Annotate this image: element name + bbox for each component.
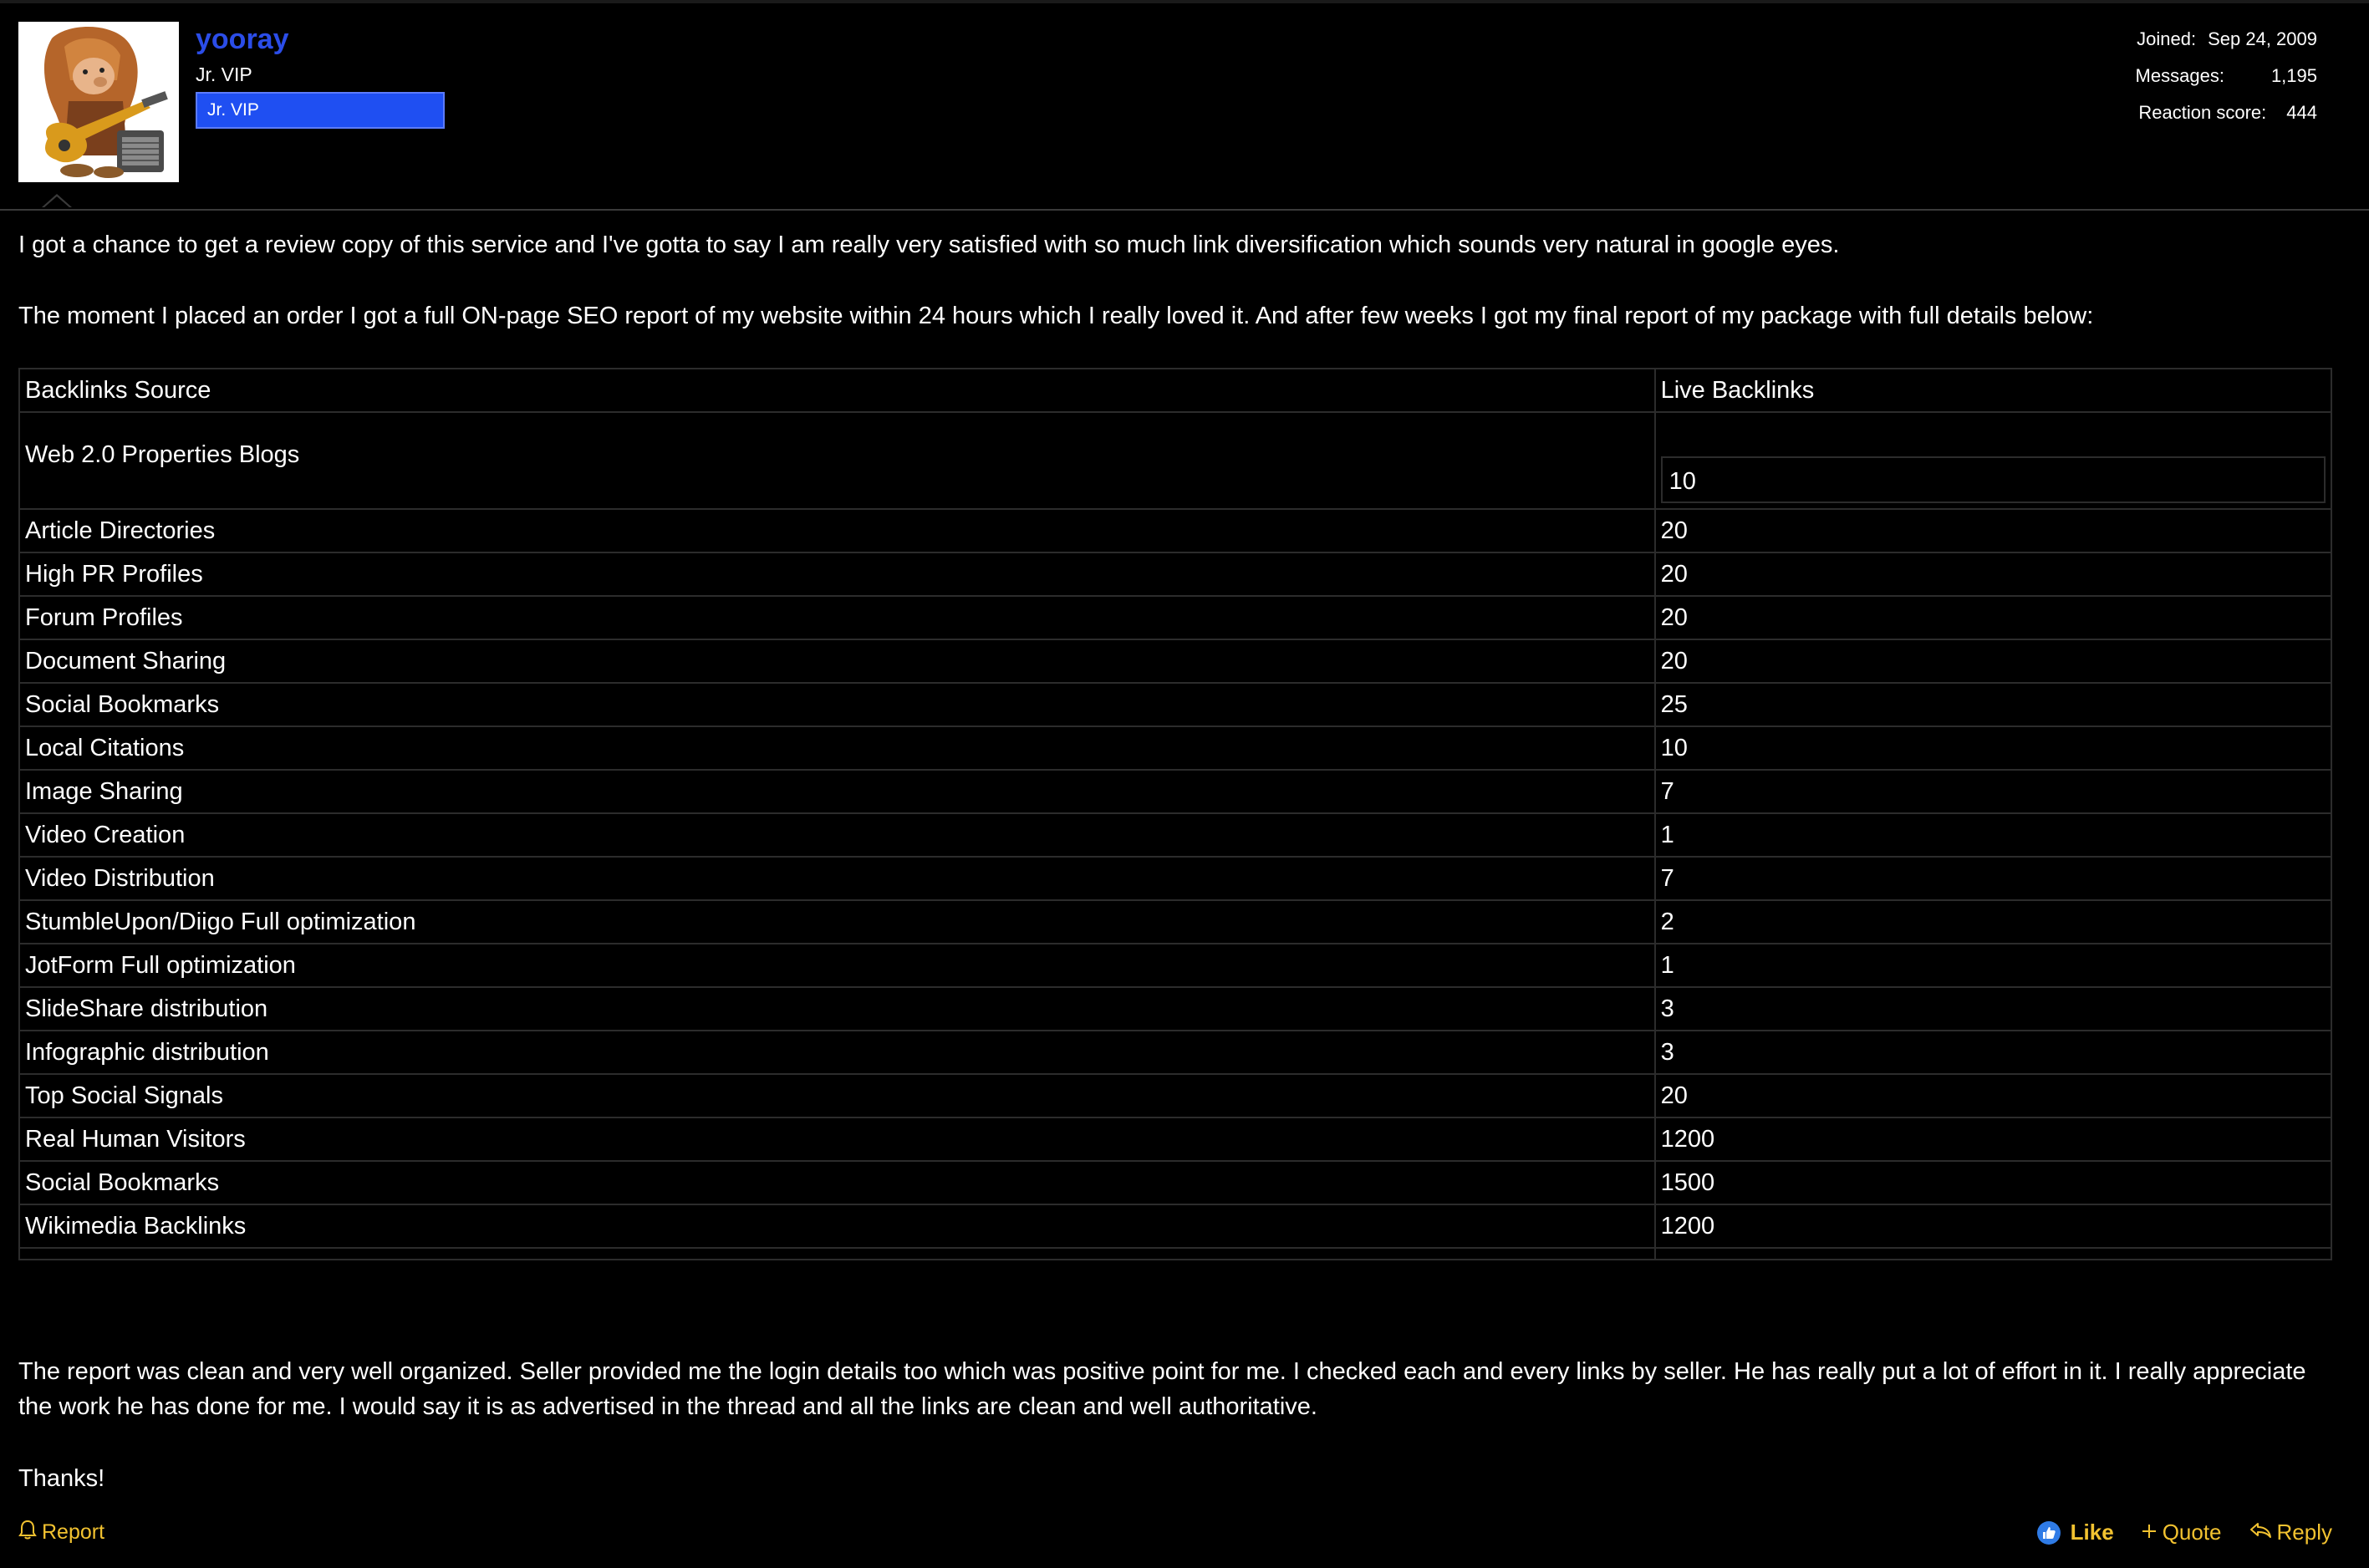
table-header-source: Backlinks Source xyxy=(19,369,1655,412)
table-cell-live: 7 xyxy=(1655,770,2331,813)
table-cell-live: 1 xyxy=(1655,813,2331,857)
table-row xyxy=(19,1031,2331,1074)
stat-messages[interactable] xyxy=(2136,65,2317,87)
reply-label: Reply xyxy=(2276,1520,2332,1545)
table-row xyxy=(19,1204,2331,1248)
table-cell-source: Video Distribution xyxy=(19,857,1655,900)
quote-button[interactable] xyxy=(2141,1520,2222,1545)
table-header-live: Live Backlinks xyxy=(1655,369,2331,412)
bell-icon xyxy=(18,1520,37,1545)
stat-joined-label: Joined: xyxy=(2137,28,2197,49)
table-row xyxy=(19,1161,2331,1204)
table-cell-source: Video Creation xyxy=(19,813,1655,857)
post-paragraph-1: I got a chance to get a review copy of this service and I've gotta to say I am really very satisfied with so much link diversification which sounds very natural in google eyes. xyxy=(18,232,1840,258)
avatar-image xyxy=(18,22,179,182)
table-row xyxy=(19,1117,2331,1161)
reply-button[interactable] xyxy=(2249,1520,2332,1545)
post-paragraph-2: The moment I placed an order I got a full ON-page SEO report of my website within 24 hours which I really loved it. And after few weeks I got my final report of my package with full details below: xyxy=(18,303,2094,329)
table-spacer-row xyxy=(19,1248,2331,1260)
avatar-pointer xyxy=(42,194,72,207)
table-row xyxy=(19,813,2331,857)
table-cell-source: Wikimedia Backlinks xyxy=(19,1204,1655,1248)
stat-messages-label: Messages: xyxy=(2135,65,2224,86)
table-cell-live: 20 xyxy=(1655,639,2331,683)
table-cell-live: 20 xyxy=(1655,552,2331,596)
backlinks-table xyxy=(18,368,2332,1260)
table-row xyxy=(19,770,2331,813)
post-actions-right xyxy=(2037,1520,2332,1545)
report-button[interactable] xyxy=(18,1520,104,1545)
table-cell-live: 20 xyxy=(1655,509,2331,552)
table-spacer-cell xyxy=(1655,1248,2331,1260)
table-cell-source: Real Human Visitors xyxy=(19,1117,1655,1161)
table-cell-source: Local Citations xyxy=(19,726,1655,770)
table-cell-source: Social Bookmarks xyxy=(19,1161,1655,1204)
user-title: Jr. VIP xyxy=(196,64,252,85)
table-row xyxy=(19,683,2331,726)
post-user-header xyxy=(0,3,2369,211)
stat-reaction-score xyxy=(2138,102,2317,124)
table-row xyxy=(19,412,2331,509)
table-row xyxy=(19,726,2331,770)
table-row xyxy=(19,987,2331,1031)
post-paragraph-4: Thanks! xyxy=(18,1465,105,1492)
table-row xyxy=(19,900,2331,944)
table-cell-source: Document Sharing xyxy=(19,639,1655,683)
table-row xyxy=(19,596,2331,639)
table-cell-source: High PR Profiles xyxy=(19,552,1655,596)
table-cell-live xyxy=(1655,412,2331,509)
post-actions-left xyxy=(18,1520,104,1545)
table-cell-live: 1 xyxy=(1655,944,2331,987)
table-cell-live: 1200 xyxy=(1655,1117,2331,1161)
post-paragraph-3: The report was clean and very well organized. Seller provided me the login details too which was positive point for me. I checked each and every links by seller. He has really put a lot of effort in it. I really appreciate the work he has done for me. I would say it is as advertised in the thread and all the links are clean and well authoritative. xyxy=(18,1358,2306,1420)
table-cell-live: 3 xyxy=(1655,1031,2331,1074)
like-button[interactable] xyxy=(2037,1520,2114,1545)
table-cell-source: StumbleUpon/Diigo Full optimization xyxy=(19,900,1655,944)
table-cell-source: Infographic distribution xyxy=(19,1031,1655,1074)
stat-messages-value[interactable]: 1,195 xyxy=(2270,65,2317,86)
table-cell-live: 3 xyxy=(1655,987,2331,1031)
table-cell-source: Image Sharing xyxy=(19,770,1655,813)
plus-icon xyxy=(2141,1520,2158,1545)
nested-value-cell: 10 xyxy=(1661,456,2326,503)
table-cell-source: Social Bookmarks xyxy=(19,683,1655,726)
table-cell-live: 7 xyxy=(1655,857,2331,900)
thumbs-up-icon xyxy=(2037,1521,2061,1545)
reply-arrow-icon xyxy=(2249,1520,2272,1545)
user-avatar[interactable] xyxy=(18,22,179,182)
stat-reaction-label: Reaction score: xyxy=(2138,102,2267,123)
user-banner: Jr. VIP xyxy=(196,92,445,129)
table-cell-live: 1500 xyxy=(1655,1161,2331,1204)
table-cell-live: 10 xyxy=(1655,726,2331,770)
table-row xyxy=(19,509,2331,552)
table-row xyxy=(19,944,2331,987)
table-row xyxy=(19,552,2331,596)
table-cell-source: Forum Profiles xyxy=(19,596,1655,639)
table-cell-live: 2 xyxy=(1655,900,2331,944)
like-label: Like xyxy=(2070,1520,2114,1545)
table-cell-live: 1200 xyxy=(1655,1204,2331,1248)
table-cell-live: 20 xyxy=(1655,1074,2331,1117)
table-cell-source: SlideShare distribution xyxy=(19,987,1655,1031)
username-link[interactable]: yooray xyxy=(196,23,289,55)
table-cell-source: JotForm Full optimization xyxy=(19,944,1655,987)
table-cell-source: Article Directories xyxy=(19,509,1655,552)
table-row xyxy=(19,639,2331,683)
table-cell-live: 20 xyxy=(1655,596,2331,639)
stat-joined-value: Sep 24, 2009 xyxy=(2208,28,2317,49)
table-cell-live: 25 xyxy=(1655,683,2331,726)
stat-reaction-value: 444 xyxy=(2286,102,2317,123)
table-header-row xyxy=(19,369,2331,412)
stat-joined xyxy=(2137,28,2317,50)
table-cell-source: Top Social Signals xyxy=(19,1074,1655,1117)
quote-label: Quote xyxy=(2162,1520,2222,1545)
table-cell-source: Web 2.0 Properties Blogs xyxy=(19,412,1655,509)
report-label: Report xyxy=(42,1520,105,1544)
table-row xyxy=(19,1074,2331,1117)
table-row xyxy=(19,857,2331,900)
table-spacer-cell xyxy=(19,1248,1655,1260)
